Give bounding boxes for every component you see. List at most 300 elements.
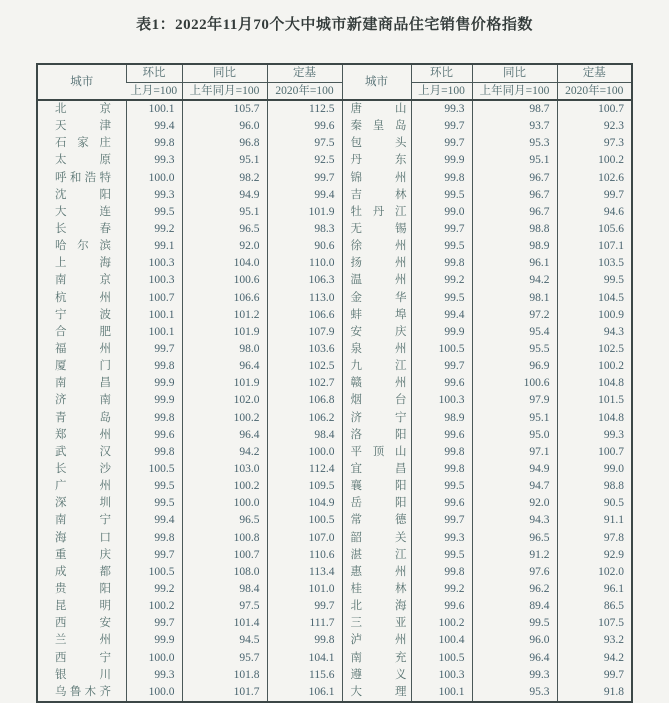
- yoy-cell-left: 94.2: [182, 444, 267, 461]
- mom-cell-left: 100.0: [126, 684, 182, 702]
- yoy-cell-left: 95.1: [182, 204, 267, 221]
- yoy-cell-left: 100.2: [182, 410, 267, 427]
- yoy-cell-right: 96.7: [472, 187, 557, 204]
- city-cell-right: [342, 290, 411, 307]
- mom-cell-left: 99.7: [126, 547, 182, 564]
- city-name: 昆明: [55, 600, 111, 613]
- yoy-cell-right: 96.7: [472, 170, 557, 187]
- city-name: 成都: [55, 565, 111, 578]
- mom-cell-left: 99.5: [126, 204, 182, 221]
- city-name: 天津: [55, 120, 111, 133]
- fixed-base-cell-right: 99.7: [557, 187, 632, 204]
- city-name: 金华: [350, 291, 407, 304]
- fixed-base-cell-left: 97.5: [267, 135, 342, 152]
- yoy-cell-right: 95.4: [472, 324, 557, 341]
- fixed-base-cell-right: 99.7: [557, 667, 632, 684]
- yoy-cell-right: 96.0: [472, 632, 557, 649]
- city-cell-right: [342, 170, 411, 187]
- mom-cell-right: 99.7: [411, 358, 472, 375]
- yoy-cell-right: 91.2: [472, 547, 557, 564]
- fixed-base-cell-left: 101.9: [267, 204, 342, 221]
- table-row: [37, 530, 632, 547]
- yoy-cell-right: 94.9: [472, 461, 557, 478]
- city-cell-right: [342, 152, 411, 169]
- yoy-cell-right: 99.5: [472, 615, 557, 632]
- fixed-base-cell-left: 102.7: [267, 375, 342, 392]
- fixed-base-cell-right: 92.3: [557, 118, 632, 135]
- city-name: 唐山: [350, 103, 407, 115]
- mom-cell-right: 100.3: [411, 392, 472, 409]
- city-cell-right: [342, 684, 411, 702]
- city-name: 秦皇岛: [350, 120, 407, 133]
- yoy-cell-right: 96.2: [472, 581, 557, 598]
- mom-cell-right: 99.7: [411, 512, 472, 529]
- city-cell-left: [37, 187, 126, 204]
- yoy-cell-right: 93.7: [472, 118, 557, 135]
- table-row: [37, 410, 632, 427]
- mom-cell-left: 99.6: [126, 427, 182, 444]
- city-cell-right: [342, 495, 411, 512]
- city-cell-right: [342, 410, 411, 427]
- city-name: 北京: [55, 103, 111, 115]
- table-row: [37, 170, 632, 187]
- mom-cell-right: 99.5: [411, 547, 472, 564]
- city-cell-right: [342, 530, 411, 547]
- fixed-base-cell-right: 98.8: [557, 478, 632, 495]
- fixed-base-cell-right: 107.5: [557, 615, 632, 632]
- city-cell-right: [342, 238, 411, 255]
- yoy-cell-right: 95.3: [472, 135, 557, 152]
- fixed-base-cell-left: 92.5: [267, 152, 342, 169]
- mom-cell-right: 100.5: [411, 341, 472, 358]
- yoy-cell-left: 101.8: [182, 667, 267, 684]
- fixed-base-cell-right: 94.2: [557, 650, 632, 667]
- city-cell-left: [37, 547, 126, 564]
- yoy-cell-right: 97.1: [472, 444, 557, 461]
- city-name: 大连: [55, 205, 111, 218]
- city-name: 常德: [350, 514, 407, 527]
- table-row: [37, 118, 632, 135]
- city-cell-right: [342, 135, 411, 152]
- city-name: 九江: [350, 360, 407, 373]
- mom-cell-left: 99.5: [126, 495, 182, 512]
- mom-cell-right: 99.0: [411, 204, 472, 221]
- header-fixed-base-right: 2020年=100: [557, 83, 632, 101]
- city-cell-left: [37, 530, 126, 547]
- fixed-base-cell-left: 107.9: [267, 324, 342, 341]
- mom-cell-right: 99.6: [411, 495, 472, 512]
- table-body: [37, 100, 632, 702]
- yoy-cell-left: 92.0: [182, 238, 267, 255]
- table-row: [37, 152, 632, 169]
- city-cell-right: [342, 100, 411, 118]
- mom-cell-left: 99.8: [126, 410, 182, 427]
- city-cell-right: [342, 324, 411, 341]
- city-name: 银川: [55, 668, 111, 681]
- header-fixed-right: 定基: [557, 64, 632, 83]
- yoy-cell-right: 94.3: [472, 512, 557, 529]
- fixed-base-cell-left: 106.6: [267, 307, 342, 324]
- city-name: 广州: [55, 480, 111, 493]
- fixed-base-cell-right: 99.5: [557, 272, 632, 289]
- yoy-cell-right: 98.7: [472, 100, 557, 118]
- table-row: [37, 358, 632, 375]
- yoy-cell-left: 106.6: [182, 290, 267, 307]
- mom-cell-left: 99.9: [126, 632, 182, 649]
- table-row: [37, 272, 632, 289]
- city-name: 平顶山: [350, 445, 407, 458]
- yoy-cell-left: 100.2: [182, 478, 267, 495]
- city-name: 兰州: [55, 634, 111, 647]
- fixed-base-cell-left: 103.6: [267, 341, 342, 358]
- city-cell-right: [342, 581, 411, 598]
- table-row: [37, 375, 632, 392]
- mom-cell-left: 99.3: [126, 667, 182, 684]
- city-name: 济宁: [350, 411, 407, 424]
- mom-cell-right: 99.2: [411, 581, 472, 598]
- header-yoy-base-right: 上年同月=100: [472, 83, 557, 101]
- city-name: 西安: [55, 617, 111, 630]
- yoy-cell-left: 97.5: [182, 598, 267, 615]
- yoy-cell-right: 96.5: [472, 530, 557, 547]
- table-row: [37, 135, 632, 152]
- mom-cell-left: 99.5: [126, 478, 182, 495]
- mom-cell-right: 100.2: [411, 615, 472, 632]
- city-cell-left: [37, 170, 126, 187]
- city-name: 贵阳: [55, 582, 111, 595]
- yoy-cell-left: 95.1: [182, 152, 267, 169]
- yoy-cell-right: 97.6: [472, 564, 557, 581]
- city-name: 青岛: [55, 411, 111, 424]
- table-row: [37, 204, 632, 221]
- fixed-base-cell-right: 97.3: [557, 135, 632, 152]
- city-cell-left: [37, 632, 126, 649]
- mom-cell-left: 99.1: [126, 238, 182, 255]
- yoy-cell-right: 96.7: [472, 204, 557, 221]
- city-cell-right: [342, 221, 411, 238]
- mom-cell-left: 100.1: [126, 100, 182, 118]
- mom-cell-right: 100.1: [411, 684, 472, 702]
- header-city-right: 城市: [342, 64, 411, 100]
- mom-cell-left: 99.2: [126, 221, 182, 238]
- city-name: 福州: [55, 342, 111, 355]
- mom-cell-right: 99.6: [411, 598, 472, 615]
- city-name: 惠州: [350, 565, 407, 578]
- yoy-cell-right: 96.1: [472, 255, 557, 272]
- mom-cell-left: 99.9: [126, 375, 182, 392]
- table-row: [37, 324, 632, 341]
- fixed-base-cell-left: 99.8: [267, 632, 342, 649]
- table-row: [37, 290, 632, 307]
- mom-cell-right: 99.5: [411, 187, 472, 204]
- table-row: [37, 564, 632, 581]
- city-cell-left: [37, 341, 126, 358]
- yoy-cell-left: 96.8: [182, 135, 267, 152]
- mom-cell-left: 100.5: [126, 564, 182, 581]
- yoy-cell-left: 100.6: [182, 272, 267, 289]
- fixed-base-cell-right: 102.0: [557, 564, 632, 581]
- city-name: 太原: [55, 154, 111, 167]
- mom-cell-left: 99.3: [126, 152, 182, 169]
- fixed-base-cell-left: 110.6: [267, 547, 342, 564]
- fixed-base-cell-left: 111.7: [267, 615, 342, 632]
- fixed-base-cell-right: 96.1: [557, 581, 632, 598]
- fixed-base-cell-right: 101.5: [557, 392, 632, 409]
- yoy-cell-left: 98.0: [182, 341, 267, 358]
- city-name: 包头: [350, 137, 407, 150]
- yoy-cell-left: 96.5: [182, 221, 267, 238]
- fixed-base-cell-right: 104.8: [557, 375, 632, 392]
- header-fixed-base-left: 2020年=100: [267, 83, 342, 101]
- table-row: [37, 255, 632, 272]
- city-cell-left: [37, 427, 126, 444]
- fixed-base-cell-left: 104.9: [267, 495, 342, 512]
- mom-cell-left: 99.2: [126, 581, 182, 598]
- header-mom-right: 环比: [411, 64, 472, 83]
- fixed-base-cell-left: 112.5: [267, 100, 342, 118]
- city-name: 南充: [350, 651, 407, 664]
- city-cell-left: [37, 307, 126, 324]
- city-cell-right: [342, 632, 411, 649]
- city-name: 锦州: [350, 171, 407, 184]
- city-name: 泉州: [350, 342, 407, 355]
- mom-cell-left: 99.8: [126, 358, 182, 375]
- fixed-base-cell-left: 113.0: [267, 290, 342, 307]
- yoy-cell-right: 98.8: [472, 221, 557, 238]
- table-row: [37, 581, 632, 598]
- table-row: [37, 478, 632, 495]
- fixed-base-cell-right: 94.3: [557, 324, 632, 341]
- city-name: 丹东: [350, 154, 407, 167]
- header-mom-base-right: 上月=100: [411, 83, 472, 101]
- fixed-base-cell-left: 107.0: [267, 530, 342, 547]
- city-cell-right: [342, 547, 411, 564]
- table-row: [37, 392, 632, 409]
- city-name: 深圳: [55, 497, 111, 510]
- city-cell-left: [37, 358, 126, 375]
- city-cell-left: [37, 615, 126, 632]
- mom-cell-right: 98.9: [411, 410, 472, 427]
- city-cell-left: [37, 392, 126, 409]
- yoy-cell-left: 98.2: [182, 170, 267, 187]
- yoy-cell-left: 100.8: [182, 530, 267, 547]
- city-cell-right: [342, 461, 411, 478]
- fixed-base-cell-left: 106.3: [267, 272, 342, 289]
- yoy-cell-left: 102.0: [182, 392, 267, 409]
- city-cell-right: [342, 650, 411, 667]
- fixed-base-cell-right: 92.9: [557, 547, 632, 564]
- mom-cell-right: 99.7: [411, 221, 472, 238]
- mom-cell-left: 99.8: [126, 135, 182, 152]
- table-row: [37, 684, 632, 702]
- yoy-cell-right: 94.7: [472, 478, 557, 495]
- city-cell-left: [37, 461, 126, 478]
- mom-cell-right: 100.5: [411, 650, 472, 667]
- mom-cell-right: 99.7: [411, 118, 472, 135]
- city-name: 泸州: [350, 634, 407, 647]
- mom-cell-right: 100.4: [411, 632, 472, 649]
- fixed-base-cell-left: 106.1: [267, 684, 342, 702]
- city-name: 岳阳: [350, 497, 407, 510]
- city-cell-right: [342, 598, 411, 615]
- city-cell-left: [37, 684, 126, 702]
- yoy-cell-right: 94.2: [472, 272, 557, 289]
- table-row: [37, 615, 632, 632]
- city-cell-left: [37, 152, 126, 169]
- yoy-cell-right: 97.9: [472, 392, 557, 409]
- fixed-base-cell-right: 99.0: [557, 461, 632, 478]
- city-cell-right: [342, 478, 411, 495]
- fixed-base-cell-left: 99.7: [267, 170, 342, 187]
- fixed-base-cell-left: 99.4: [267, 187, 342, 204]
- table-row: [37, 341, 632, 358]
- fixed-base-cell-right: 97.8: [557, 530, 632, 547]
- mom-cell-left: 100.5: [126, 461, 182, 478]
- city-name: 济南: [55, 394, 111, 407]
- yoy-cell-left: 100.7: [182, 547, 267, 564]
- header-row-1: [37, 64, 632, 83]
- city-cell-left: [37, 650, 126, 667]
- mom-cell-right: 99.6: [411, 427, 472, 444]
- yoy-cell-left: 101.7: [182, 684, 267, 702]
- city-name: 吉林: [350, 188, 407, 201]
- yoy-cell-right: 100.6: [472, 375, 557, 392]
- fixed-base-cell-right: 100.2: [557, 358, 632, 375]
- header-city-left: 城市: [70, 75, 94, 88]
- fixed-base-cell-left: 99.7: [267, 598, 342, 615]
- yoy-cell-left: 103.0: [182, 461, 267, 478]
- table-header: [37, 64, 632, 100]
- mom-cell-left: 99.9: [126, 392, 182, 409]
- fixed-base-cell-right: 93.2: [557, 632, 632, 649]
- mom-cell-right: 100.3: [411, 667, 472, 684]
- city-name: 赣州: [350, 377, 407, 390]
- city-name: 韶关: [350, 531, 407, 544]
- mom-cell-right: 99.9: [411, 152, 472, 169]
- yoy-cell-left: 98.4: [182, 581, 267, 598]
- mom-cell-right: 99.8: [411, 461, 472, 478]
- table-row: [37, 650, 632, 667]
- yoy-cell-right: 89.4: [472, 598, 557, 615]
- city-cell-left: [37, 512, 126, 529]
- fixed-base-cell-left: 102.5: [267, 358, 342, 375]
- city-cell-right: [342, 667, 411, 684]
- fixed-base-cell-left: 110.0: [267, 255, 342, 272]
- city-cell-left: [37, 118, 126, 135]
- city-cell-left: [37, 667, 126, 684]
- fixed-base-cell-left: 99.6: [267, 118, 342, 135]
- city-name: 宁波: [55, 308, 111, 321]
- city-cell-right: [342, 307, 411, 324]
- city-cell-right: [342, 341, 411, 358]
- mom-cell-right: 99.6: [411, 375, 472, 392]
- mom-cell-left: 100.3: [126, 255, 182, 272]
- city-name: 宜昌: [350, 462, 407, 475]
- fixed-base-cell-right: 86.5: [557, 598, 632, 615]
- city-name: 石家庄: [55, 137, 111, 150]
- header-yoy-base-left: 上年同月=100: [182, 83, 267, 101]
- fixed-base-cell-right: 91.8: [557, 684, 632, 702]
- city-cell-right: [342, 118, 411, 135]
- yoy-cell-left: 101.4: [182, 615, 267, 632]
- yoy-cell-left: 101.9: [182, 324, 267, 341]
- mom-cell-right: 99.9: [411, 324, 472, 341]
- yoy-cell-left: 101.2: [182, 307, 267, 324]
- table-row: [37, 667, 632, 684]
- table-row: [37, 512, 632, 529]
- mom-cell-left: 100.3: [126, 272, 182, 289]
- mom-cell-right: 99.4: [411, 307, 472, 324]
- city-cell-left: [37, 581, 126, 598]
- fixed-base-cell-right: 90.5: [557, 495, 632, 512]
- table-row: [37, 307, 632, 324]
- mom-cell-right: 99.8: [411, 170, 472, 187]
- yoy-cell-right: 98.9: [472, 238, 557, 255]
- city-cell-right: [342, 272, 411, 289]
- city-name: 蚌埠: [350, 308, 407, 321]
- city-cell-left: [37, 495, 126, 512]
- city-cell-left: [37, 598, 126, 615]
- city-cell-left: [37, 290, 126, 307]
- yoy-cell-right: 95.1: [472, 152, 557, 169]
- fixed-base-cell-left: 104.1: [267, 650, 342, 667]
- city-cell-left: [37, 324, 126, 341]
- city-name: 呼和浩特: [55, 171, 111, 184]
- city-name: 合肥: [55, 325, 111, 338]
- city-name: 桂林: [350, 582, 407, 595]
- mom-cell-left: 100.7: [126, 290, 182, 307]
- fixed-base-cell-left: 109.5: [267, 478, 342, 495]
- mom-cell-right: 99.8: [411, 255, 472, 272]
- mom-cell-left: 99.7: [126, 615, 182, 632]
- city-name: 南宁: [55, 514, 111, 527]
- fixed-base-cell-right: 100.7: [557, 100, 632, 118]
- table-row: [37, 427, 632, 444]
- table-row: [37, 100, 632, 118]
- mom-cell-left: 100.1: [126, 324, 182, 341]
- city-cell-left: [37, 238, 126, 255]
- city-name: 徐州: [350, 240, 407, 253]
- fixed-base-cell-right: 99.3: [557, 427, 632, 444]
- fixed-base-cell-right: 102.6: [557, 170, 632, 187]
- mom-cell-left: 99.3: [126, 187, 182, 204]
- mom-cell-left: 99.8: [126, 530, 182, 547]
- fixed-base-cell-right: 104.5: [557, 290, 632, 307]
- header-fixed-left: 定基: [267, 64, 342, 83]
- yoy-cell-left: 96.4: [182, 358, 267, 375]
- fixed-base-cell-right: 100.9: [557, 307, 632, 324]
- city-name: 大理: [350, 685, 407, 698]
- fixed-base-cell-left: 98.4: [267, 427, 342, 444]
- fixed-base-cell-right: 103.5: [557, 255, 632, 272]
- city-name: 哈尔滨: [55, 240, 111, 253]
- yoy-cell-right: 97.2: [472, 307, 557, 324]
- fixed-base-cell-right: 91.1: [557, 512, 632, 529]
- table-row: [37, 187, 632, 204]
- city-cell-left: [37, 444, 126, 461]
- mom-cell-left: 100.2: [126, 598, 182, 615]
- city-cell-left: [37, 478, 126, 495]
- city-cell-left: [37, 272, 126, 289]
- mom-cell-right: 99.3: [411, 100, 472, 118]
- mom-cell-left: 99.4: [126, 118, 182, 135]
- yoy-cell-left: 96.5: [182, 512, 267, 529]
- city-cell-right: [342, 615, 411, 632]
- mom-cell-left: 99.7: [126, 341, 182, 358]
- city-name: 扬州: [350, 257, 407, 270]
- table-row: [37, 221, 632, 238]
- yoy-cell-right: 95.5: [472, 341, 557, 358]
